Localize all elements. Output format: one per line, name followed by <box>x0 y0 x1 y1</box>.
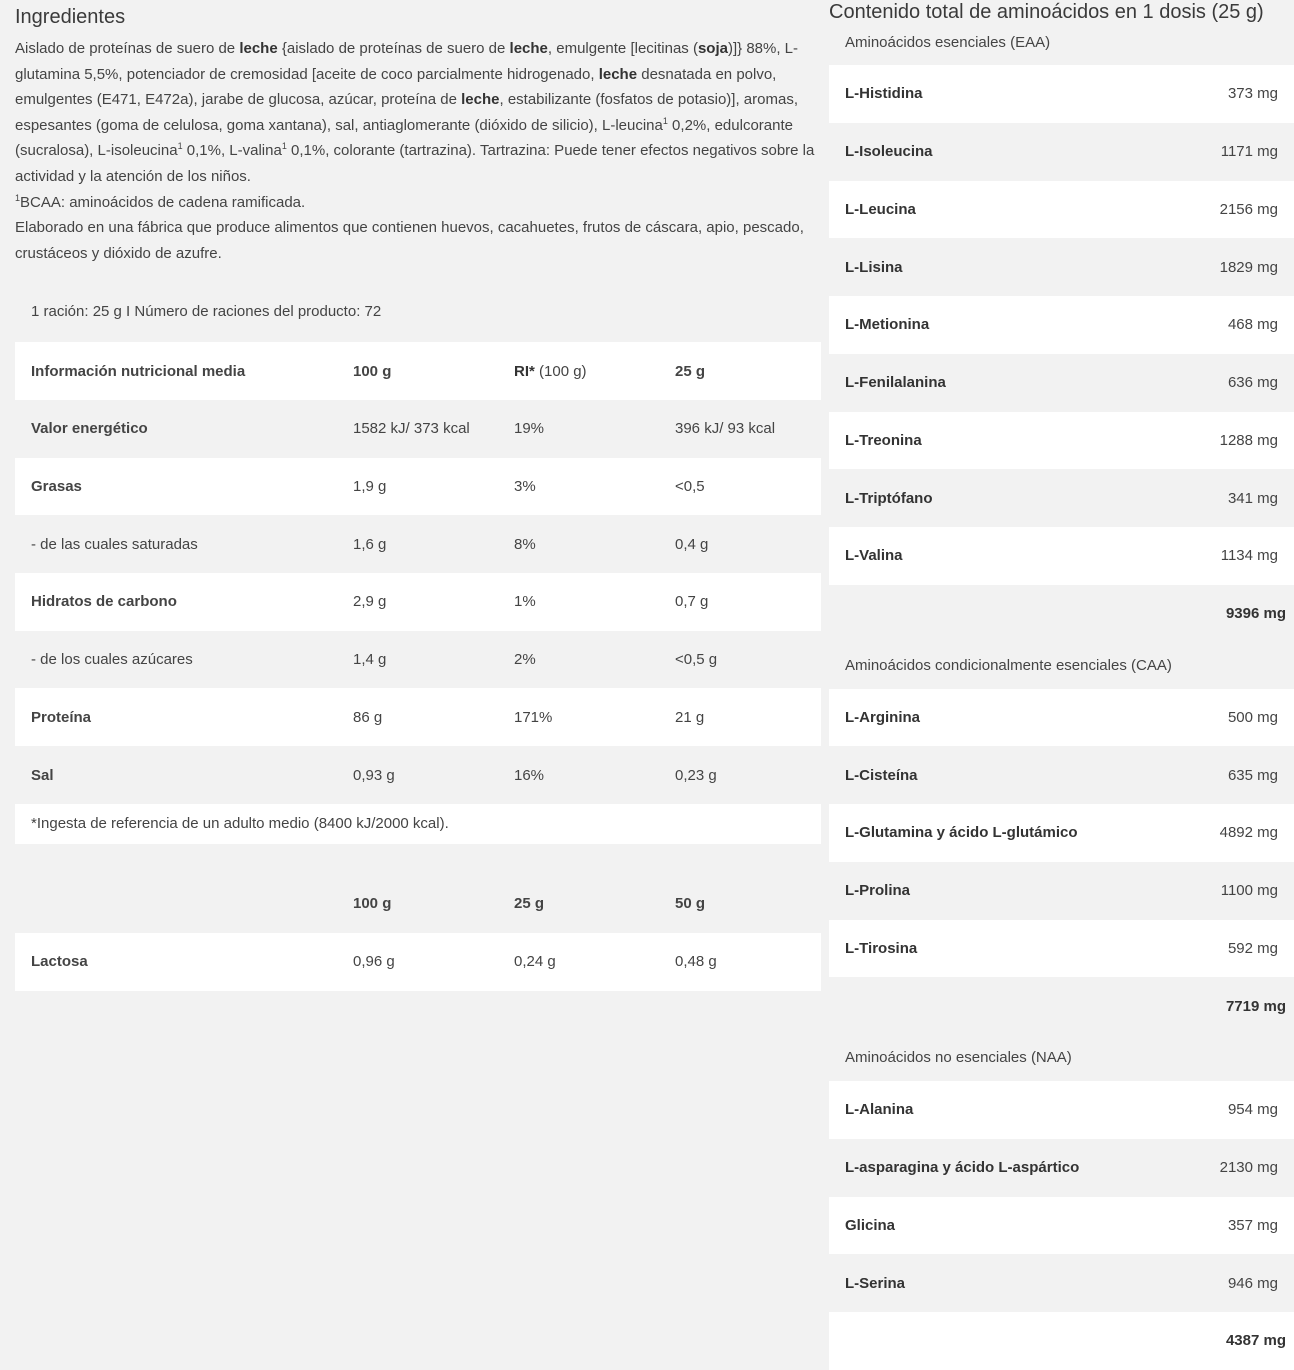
lactose-100g: 0,96 g <box>353 933 514 991</box>
amino-table <box>829 29 1294 1370</box>
amino-name: L-Valina <box>845 547 903 565</box>
lactose-25g: 0,24 g <box>514 933 675 991</box>
nutrition-row-25g: 0,4 g <box>675 515 821 573</box>
amino-row <box>829 804 1294 862</box>
amino-value: 1100 mg <box>1220 882 1278 900</box>
amino-row <box>829 469 1294 527</box>
amino-name: L-Cisteína <box>845 766 918 784</box>
amino-value: 373 mg <box>1227 85 1278 103</box>
amino-name: L-Metionina <box>845 316 930 334</box>
ingredient-text: desnatada en polvo, emulgentes (E471, E472a), jarabe de glucosa, azúcar, proteína de <box>15 65 777 109</box>
amino-row <box>829 689 1294 747</box>
amino-value: 1829 mg <box>1219 258 1278 276</box>
nutrition-row-ri: 2% <box>514 631 675 689</box>
amino-group-heading: Aminoácidos no esenciales (NAA) <box>829 1035 1294 1081</box>
nutrition-footnote: *Ingesta de referencia de un adulto medio (8400 kJ/2000 kcal). <box>15 804 821 844</box>
amino-value: 635 mg <box>1227 766 1278 784</box>
bcaa-note-text: BCAA: aminoácidos de cadena ramificada. <box>20 193 306 211</box>
lactose-header-row <box>15 875 821 933</box>
ingredient-text: 0,1%, L-valina <box>182 142 282 160</box>
factory-note: Elaborado en una fábrica que produce alimentos que contienen huevos, cacahuetes, frutos de cáscara, apio, pescado, crustáceos y dióxido de azufre. <box>15 219 804 262</box>
nutrition-row-ri: 16% <box>514 746 675 804</box>
ri-label: RI* <box>514 362 535 380</box>
ingredient-text: 0,1%, colorante (tartrazina). Tartrazina: Puede tener efectos negativos sobre la actividad y la atención de los niños. <box>15 142 815 185</box>
amino-row <box>829 1139 1294 1197</box>
amino-title: Contenido total de aminoácidos en 1 dosis (25 g) <box>829 1 1264 23</box>
amino-name: L-asparagina y ácido L-aspártico <box>845 1159 1080 1177</box>
ingredients-title: Ingredientes <box>15 6 126 28</box>
nutrition-row-ri: 171% <box>514 688 675 746</box>
amino-value: 500 mg <box>1227 708 1278 726</box>
ingredient-allergen: leche <box>239 40 278 57</box>
nutrition-header-100g: 100 g <box>353 342 514 400</box>
nutrition-header-ri <box>514 342 675 400</box>
ingredients-text <box>15 36 821 266</box>
ingredient-allergen: leche <box>598 65 638 83</box>
amino-value: 341 mg <box>1227 489 1278 507</box>
amino-name: L-Serina <box>845 1274 906 1292</box>
amino-total-row <box>829 1312 1294 1370</box>
nutrition-row-25g: <0,5 g <box>675 631 821 689</box>
ingredients-paragraph <box>15 36 821 190</box>
amino-name: L-Fenilalanina <box>845 374 946 392</box>
serving-info: 1 ración: 25 g I Número de raciones del producto: 72 <box>31 303 382 321</box>
amino-row <box>829 1081 1294 1139</box>
amino-row <box>829 238 1294 296</box>
nutrition-row-25g: <0,5 <box>675 458 821 516</box>
nutrition-row-label: - de los cuales azúcares <box>15 631 353 689</box>
nutrition-row-label: - de las cuales saturadas <box>15 515 353 573</box>
amino-name: L-Treonina <box>845 431 922 449</box>
amino-group-heading: Aminoácidos esenciales (EAA) <box>829 29 1294 65</box>
bcaa-superscript: 1 <box>15 192 21 203</box>
nutrition-row-25g: 21 g <box>675 688 821 746</box>
ingredient-text: )]} 88%, L-glutamina 5,5%, potenciador de cremosidad [aceite de coco parcialmente hidrogenado, <box>15 40 799 83</box>
nutrition-row-25g: 396 kJ/ 93 kcal <box>675 400 821 458</box>
lactose-table <box>15 875 821 991</box>
amino-row <box>829 354 1294 412</box>
nutrition-row-25g: 0,23 g <box>675 746 821 804</box>
nutrition-row <box>15 688 821 746</box>
ingredient-allergen: soja <box>697 40 728 57</box>
amino-row <box>829 181 1294 239</box>
amino-value: 954 mg <box>1227 1101 1278 1119</box>
amino-value: 468 mg <box>1227 316 1278 334</box>
nutrition-row-100g: 1582 kJ/ 373 kcal <box>353 400 514 458</box>
nutrition-row-ri: 8% <box>514 515 675 573</box>
amino-row <box>829 1254 1294 1312</box>
nutrition-row-ri: 1% <box>514 573 675 631</box>
amino-name: L-Triptófano <box>845 489 933 507</box>
amino-row <box>829 1197 1294 1255</box>
nutrition-table <box>15 342 821 804</box>
nutrition-row-label: Proteína <box>15 688 353 746</box>
amino-value: 592 mg <box>1227 939 1278 957</box>
amino-value: 4892 mg <box>1219 824 1278 842</box>
nutrition-row-100g: 0,93 g <box>353 746 514 804</box>
amino-name: L-Prolina <box>845 882 911 900</box>
nutrition-row-label: Sal <box>15 746 353 804</box>
amino-name: L-Lisina <box>845 258 903 276</box>
amino-value: 636 mg <box>1227 374 1278 392</box>
ingredient-text: 0,2%, edulcorante (sucralosa), L-isoleucina <box>15 116 793 160</box>
amino-value: 2130 mg <box>1219 1159 1278 1177</box>
nutrition-header-label: Información nutricional media <box>15 342 353 400</box>
amino-value: 2156 mg <box>1219 200 1278 218</box>
amino-row <box>829 527 1294 585</box>
amino-total-row <box>829 585 1294 643</box>
amino-value: 1134 mg <box>1220 547 1278 565</box>
nutrition-row-100g: 1,6 g <box>353 515 514 573</box>
ingredient-superscript: 1 <box>662 115 668 126</box>
ingredient-text: {aislado de proteínas de suero de <box>277 40 510 57</box>
amino-row <box>829 65 1294 123</box>
ingredient-allergen: leche <box>461 91 500 109</box>
amino-total-value: 7719 mg <box>1225 997 1286 1015</box>
amino-row <box>829 920 1294 978</box>
amino-name: L-Isoleucina <box>845 143 933 161</box>
amino-name: L-Tirosina <box>845 939 918 957</box>
amino-value: 946 mg <box>1227 1274 1278 1292</box>
amino-name: L-Histidina <box>845 85 923 103</box>
amino-row <box>829 296 1294 354</box>
nutrition-row <box>15 631 821 689</box>
amino-value: 357 mg <box>1227 1216 1278 1234</box>
lactose-header-100g: 100 g <box>353 875 514 933</box>
amino-row <box>829 746 1294 804</box>
lactose-row <box>15 933 821 991</box>
ingredient-superscript: 1 <box>177 141 183 152</box>
amino-total-value: 9396 mg <box>1225 605 1286 623</box>
lactose-50g: 0,48 g <box>675 933 821 991</box>
ingredient-text: , estabilizante (fosfatos de potasio)], aromas, espesantes (goma de celulosa, goma xantana), sal, antiaglomerante (dióxido de silicio), L-leucina <box>15 91 798 134</box>
bcaa-note <box>15 190 821 216</box>
nutrition-row <box>15 515 821 573</box>
nutrition-row <box>15 746 821 804</box>
amino-name: L-Arginina <box>845 708 920 726</box>
lactose-label: Lactosa <box>15 933 353 991</box>
nutrition-row-100g: 86 g <box>353 688 514 746</box>
nutrition-row-25g: 0,7 g <box>675 573 821 631</box>
nutrition-row-label: Hidratos de carbono <box>15 573 353 631</box>
ri-basis: (100 g) <box>534 362 587 380</box>
amino-name: Glicina <box>845 1216 896 1234</box>
amino-name: L-Glutamina y ácido L-glutámico <box>845 824 1078 842</box>
amino-total-row <box>829 977 1294 1035</box>
amino-name: L-Leucina <box>845 200 916 218</box>
right-column <box>829 0 1294 1370</box>
nutrition-header-25g: 25 g <box>675 342 821 400</box>
nutrition-row <box>15 573 821 631</box>
nutrition-header-row <box>15 342 821 400</box>
amino-total-value: 4387 mg <box>1225 1332 1286 1350</box>
ingredient-superscript: 1 <box>281 141 287 152</box>
amino-value: 1171 mg <box>1220 143 1278 161</box>
nutrition-row-ri: 3% <box>514 458 675 516</box>
left-column <box>15 0 821 991</box>
amino-row <box>829 862 1294 920</box>
nutrition-row-100g: 1,9 g <box>353 458 514 516</box>
nutrition-row-label: Valor energético <box>15 400 353 458</box>
amino-group-heading: Aminoácidos condicionalmente esenciales (CAA) <box>829 643 1294 689</box>
amino-value: 1288 mg <box>1219 431 1278 449</box>
nutrition-row-100g: 1,4 g <box>353 631 514 689</box>
nutrition-row <box>15 458 821 516</box>
amino-row <box>829 123 1294 181</box>
nutrition-row-100g: 2,9 g <box>353 573 514 631</box>
amino-name: L-Alanina <box>845 1101 914 1119</box>
nutrition-row-label: Grasas <box>15 458 353 516</box>
nutrition-row-ri: 19% <box>514 400 675 458</box>
nutrition-row <box>15 400 821 458</box>
lactose-header-50g: 50 g <box>675 875 821 933</box>
lactose-header-empty <box>15 875 353 933</box>
ingredient-text: , emulgente [lecitinas ( <box>547 40 698 57</box>
ingredient-allergen: leche <box>509 40 548 57</box>
lactose-header-25g: 25 g <box>514 875 675 933</box>
amino-row <box>829 412 1294 470</box>
ingredient-text: Aislado de proteínas de suero de <box>15 40 240 57</box>
